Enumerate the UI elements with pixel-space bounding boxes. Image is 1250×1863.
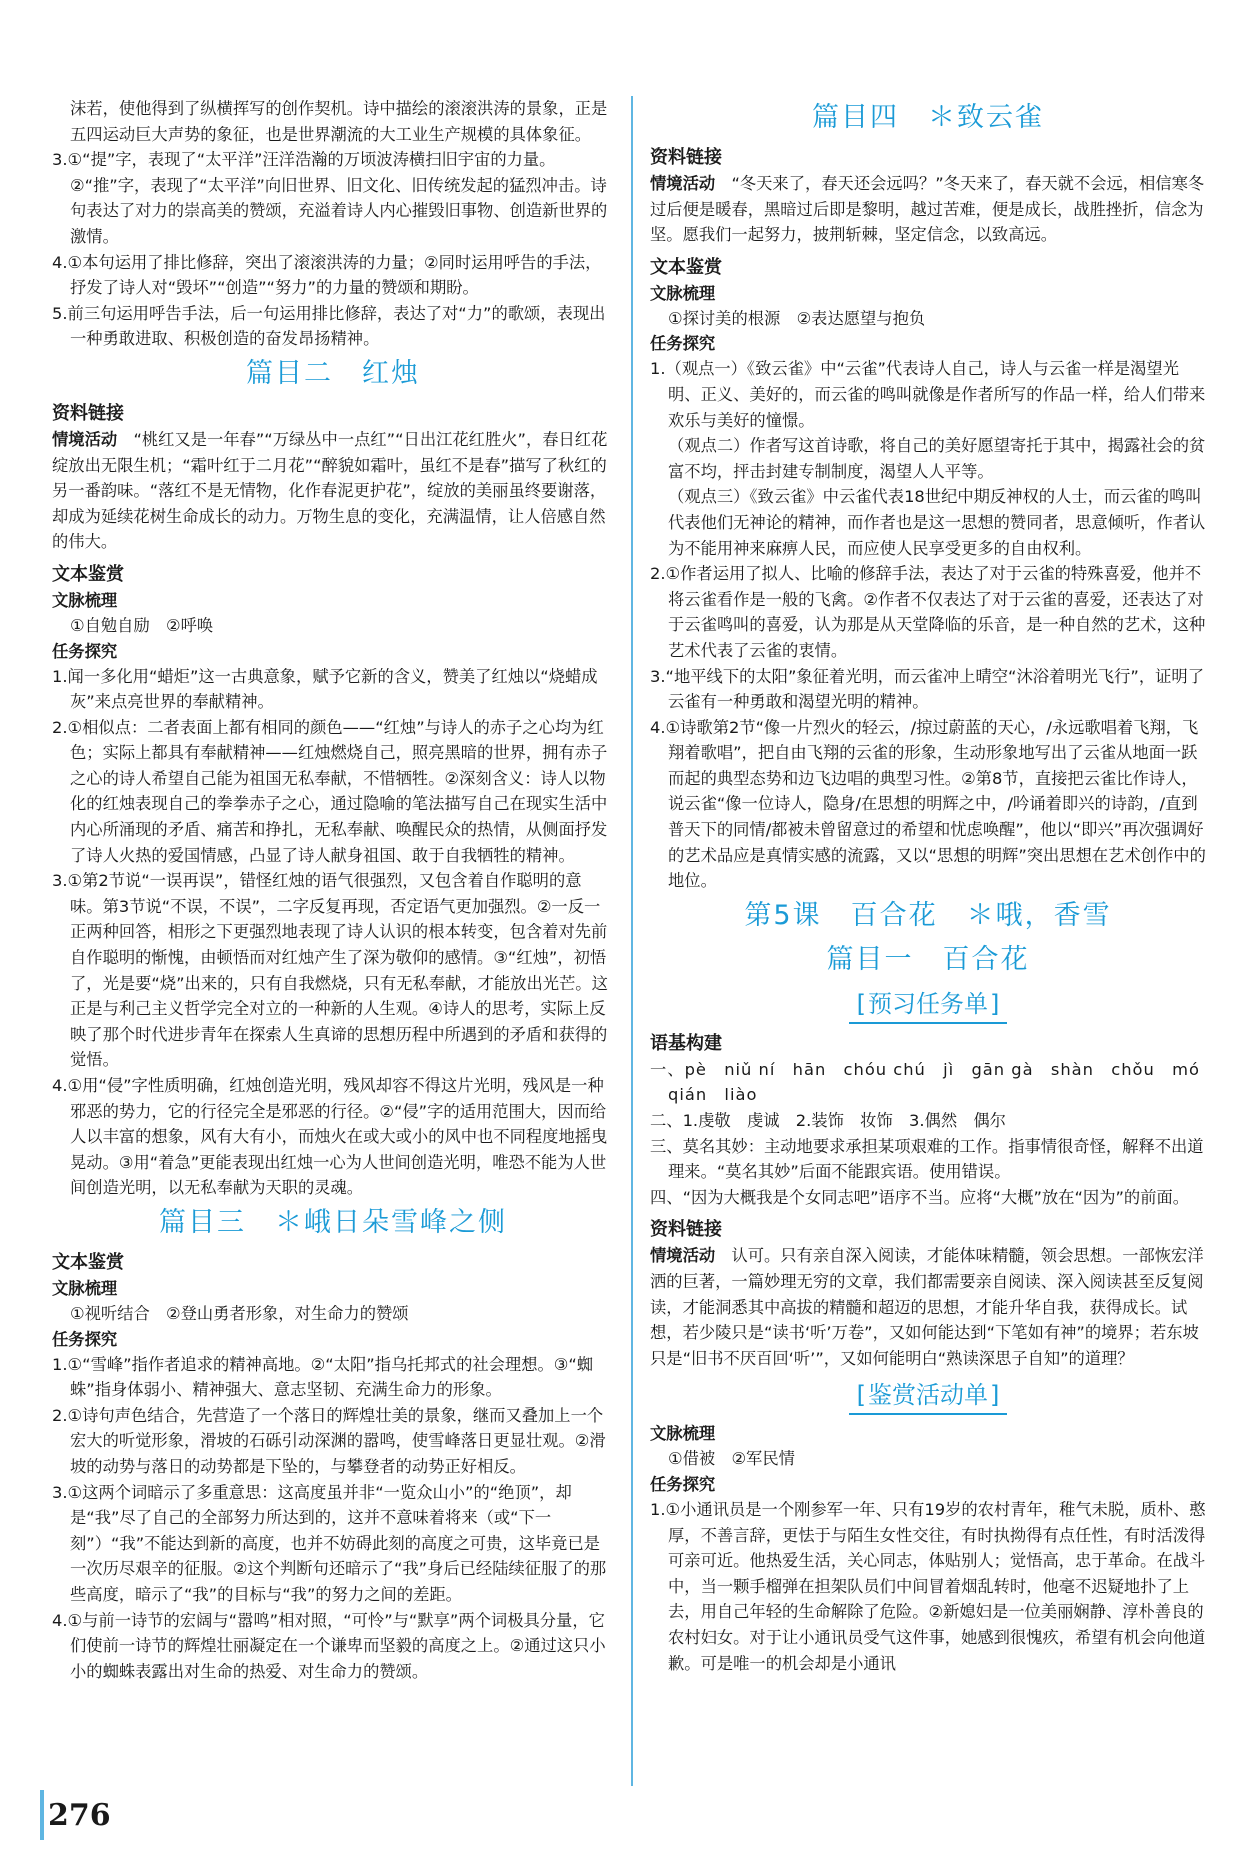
sub-heading: 文脉梳理 [52, 590, 118, 610]
item: 4.①诗歌第2节“像一片烈火的轻云，/掠过蔚蓝的天心，/永远歌唱着飞翔，飞翔着歌唱”，把自由飞翔的云雀的形象，生动形象地写出了云雀从地面一跃而起的典型态势和边飞边唱的典型习性。②第8节，直接把云雀比作诗人，说云雀“像一位诗人，隐身/在思想的明辉之中，/吟诵着即兴的诗韵，/直到普天下的同情/都被未曾留意过的希望和忧虑唤醒”，他以“即兴”再次强调好的艺术品应是真情实感的流露，又以“思想的明辉”突出思想在艺术创作中的地位。 [650, 717, 1206, 891]
item: 4.①与前一诗节的宏阔与“嚣鸣”相对照，“可怜”与“默享”两个词极具分量，它们使前一诗节的辉煌壮丽凝定在一个谦卑而坚毅的高度之上。②通过这只小小的蜘蛛表露出对生命的热爱、对生命力的赞颂。 [52, 1610, 606, 1681]
scene-text: “冬天来了，春天还会远吗？”冬天来了，春天就不会远，相信寒冬过后便是暖春，黑暗过后即是黎明，越过苦难，便是成长，战胜挫折，信念为坚。愿我们一起努力，披荆斩棘，坚定信念，以致高远。 [650, 174, 1205, 245]
item: 2.①相似点：二者表面上都有相同的颜色——“红烛”与诗人的赤子之心均为红色；实际上都具有奉献精神——红烛燃烧自己，照亮黑暗的世界，拥有赤子之心的诗人希望自己能为祖国无私奉献，不惜牺牲。②深刻含义：诗人以物化的红烛表现自己的拳拳赤子之心，通过隐喻的笔法描写自己在现实生活中内心所涌现的矛盾、痛苦和挣扎，无私奉献、唤醒民众的热情，从侧面抒发了诗人火热的爱国情感，凸显了诗人献身祖国、敢于自我牺牲的精神。 [52, 717, 608, 865]
scene-label: 情境活动 [650, 174, 716, 193]
scene-text: “桃红又是一年春”“万绿丛中一点红”“日出江花红胜火”，春日红花绽放出无限生机；“霜叶红于二月花”“醉貌如霜叶，虽红不是春”描写了秋红的另一番韵味。“落红不是无情物，化作春泥更护花”，绽放的美丽虽终要谢落，却成为延续花树生命成长的动力。万物生息的变化，充满温情，让人倍感自然的伟大。 [52, 429, 608, 552]
section-heading: 文本鉴赏 [52, 1251, 124, 1273]
sub-heading: 任务探究 [650, 334, 716, 354]
intro-paragraph: 沫若，使他得到了纵横挥写的创作契机。诗中描绘的滚滚洪涛的景象，正是五四运动巨大声势的象征，也是世界潮流的大工业生产规模的具体象征。 [70, 99, 608, 144]
item: 三、莫名其妙：主动地要求承担某项艰难的工作。指事情很奇怪，解释不出道理来。“莫名其妙”后面不能跟宾语。使用错误。 [650, 1136, 1204, 1182]
item: 3.①第2节说“一误再误”，错怪红烛的语气很强烈，又包含着自作聪明的意味。第3节说“不误，不误”，二字反复再现，否定语气更加强烈。②一反一正两种回答，相形之下更强烈地表现了诗人认识的根本转变，包含着对先前自作聪明的惭愧，由顿悟而对红烛产生了深为敬仰的感情。③“红烛”，初悟了，光是要“烧”出来的，只有自我燃烧，只有无私奉献，才能放出光芒。这正是与利己主义哲学完全对立的一种新的人生观。④诗人的思考，实际上反映了那个时代进步青年在探索人生真谛的思想历程中所遇到的矛盾和获得的觉悟。 [52, 871, 608, 1070]
sub-heading: 文脉梳理 [52, 1278, 118, 1298]
sub-heading: 文脉梳理 [650, 1424, 716, 1444]
outline-answer: ①视听结合 ②登山勇者形象，对生命力的赞颂 [70, 1303, 409, 1323]
item: 4.①本句运用了排比修辞，突出了滚滚洪涛的力量；②同时运用呼告的手法，抒发了诗人对“毁坏”“创造”“努力”的力量的赞颂和期盼。 [52, 252, 602, 298]
item: 1.①小通讯员是一个刚参军一年、只有19岁的农村青年，稚气未脱，质朴、憨厚，不善言辞，更怯于与陌生女性交往，有时执拗得有点任性，有时活泼得可亲可近。他热爱生活，关心同志，体贴别人；觉悟高，忠于革命。在战斗中，当一颗手榴弹在担架队员们中间冒着烟乱转时，他毫不迟疑地扑了上去，用自己年轻的生命解除了危险。②新媳妇是一位美丽娴静、淳朴善良的农村妇女。对于让小通讯员受气这件事，她感到很愧疚，希望有机会向他道歉。可是唯一的机会却是小通讯 [650, 1499, 1206, 1673]
outline-answer: ①自勉自励 ②呼唤 [70, 615, 214, 635]
item: 3.①“提”字，表现了“太平洋”汪洋浩瀚的万顷波涛横扫旧宇宙的力量。②“推”字，表现了“太平洋”向旧世界、旧文化、旧传统发起的猛烈冲击。诗句表达了对力的崇高美的赞颂，充溢着诗人内心摧毁旧事物、创造新世界的激情。 [52, 150, 608, 246]
sub-heading: 任务探究 [52, 641, 118, 661]
scene-text: 认可。只有亲自深入阅读，才能体味精髓，领会思想。一部恢宏洋洒的巨著，一篇妙理无穷的文章，我们都需要亲自阅读、深入阅读甚至反复阅读，才能洞悉其中高拔的精髓和超迈的思想，才能升华自我，获得成长。试想，若少陵只是“读书‘听’万卷”，又如何能达到“下笔如有神”的境界；若东坡只是“旧书不厌百回‘听’”，又如何能明白“熟读深思子自知”的道理？ [650, 1246, 1204, 1368]
section-title: 篇目四 ＊致云雀 [812, 102, 1044, 133]
pinyin-answers: 一、pè niǔ ní hān chóu chú jì gān gà shàn chǒu mó qián liào [650, 1059, 1218, 1105]
section-heading: 资料链接 [52, 402, 124, 424]
column-divider [631, 96, 633, 1786]
section-title: 篇目二 红烛 [246, 357, 420, 389]
sub-heading: 任务探究 [650, 1474, 716, 1494]
right-column [650, 96, 1218, 1676]
scene-paragraph [650, 171, 1206, 248]
scene-paragraph [52, 427, 614, 555]
item: 二、1.虔敬 虔诚 2.装饰 妆饰 3.偶然 偶尔 [650, 1111, 1006, 1131]
page-number-bar [40, 1790, 44, 1840]
scene-paragraph [650, 1243, 1206, 1371]
item: 3.①这两个词暗示了多重意思：这高度虽并非“一览众山小”的“绝顶”，却是“我”尽了自己的全部努力所达到的，这并不意味着将来（或“下一刻”）“我”不能达到新的高度，也并不妨碍此刻的高度之可贵，这毕竟已是一次历尽艰辛的征服。②这个判断句还暗示了“我”身后已经陆续征服了的那些高度，暗示了“我”的目标与“我”的努力之间的差距。 [52, 1482, 607, 1604]
lesson-title: 第5课 百合花 ＊哦，香雪 [744, 899, 1112, 931]
outline-answer: ①借被 ②军民情 [668, 1449, 795, 1469]
item: 3.“地平线下的太阳”象征着光明，而云雀冲上晴空“沐浴着明光飞行”，证明了云雀有一种勇敢和渴望光明的精神。 [650, 666, 1204, 712]
item: 2.①作者运用了拟人、比喻的修辞手法，表达了对于云雀的特殊喜爱，他并不将云雀看作是一般的飞禽。②作者不仅表达了对于云雀的喜爱，还表达了对于云雀鸣叫的喜爱，认为那是从天堂降临的乐音，是一种自然的艺术，这种艺术代表了云雀的衷情。 [650, 564, 1206, 660]
item: 5.前三句运用呼告手法，后一句运用排比修辞，表达了对“力”的歌颂，表现出一种勇敢进取、积极创造的奋发昂扬精神。 [52, 303, 606, 349]
section-heading: 语基构建 [650, 1032, 722, 1054]
sub-heading: 任务探究 [52, 1329, 118, 1349]
task-banner-label: [ 鉴赏活动单 ] [849, 1377, 1008, 1415]
section-title: 篇目三 ＊峨日朵雪峰之侧 [159, 1206, 507, 1238]
scene-label: 情境活动 [650, 1246, 716, 1266]
item: 2.①诗句声色结合，先营造了一个落日的辉煌壮美的景象，继而又叠加上一个宏大的听觉形象，滑坡的石砾引动深渊的嚣鸣，使雪峰落日更显壮观。②滑坡的动势与落日的动势都是下坠的，与攀登者的动势正好相反。 [52, 1405, 606, 1476]
sub-heading: 文脉梳理 [650, 283, 716, 303]
item: 4.①用“侵”字性质明确，红烛创造光明，残风却容不得这片光明，残风是一种邪恶的势力，它的行径完全是邪恶的行径。②“侵”字的适用范围大，因而给人以丰富的想象，风有大有小，而烛火在或大或小的风中也不同程度地摇曳晃动。③用“着急”更能表现出红烛一心为人世间创造光明，唯恐不能为人世间创造光明，以无私奉献为天职的灵魂。 [52, 1076, 608, 1198]
task-banner [650, 1377, 1206, 1415]
page-number: 276 [48, 1798, 111, 1833]
section-heading: 文本鉴赏 [52, 563, 124, 585]
outline-answer: ①探讨美的根源 ②表达愿望与抱负 [668, 308, 926, 328]
section-title: 篇目一 百合花 [826, 943, 1030, 975]
section-heading: 资料链接 [650, 1219, 722, 1241]
scene-label: 情境活动 [52, 429, 118, 449]
task-banner-label: [ 预习任务单 ] [849, 986, 1008, 1024]
item: 四、“因为大概我是个女同志吧”语序不当。应将“大概”放在“因为”的前面。 [650, 1187, 1190, 1207]
item: 1.①“雪峰”指作者追求的精神高地。②“太阳”指乌托邦式的社会理想。③“蜘蛛”指身体弱小、精神强大、意志坚韧、充满生命力的形象。 [52, 1354, 594, 1400]
item: （观点二）作者写这首诗歌，将自己的美好愿望寄托于其中，揭露社会的贫富不均，抨击封建专制制度，渴望人人平等。 [668, 436, 1206, 481]
left-column [52, 96, 614, 1684]
item: 1.闻一多化用“蜡炬”这一古典意象，赋予它新的含义，赞美了红烛以“烧蜡成灰”来点亮世界的奉献精神。 [52, 666, 598, 712]
item: （观点三）《致云雀》中云雀代表18世纪中期反神权的人士，而云雀的鸣叫代表他们无神论的精神，而作者也是这一思想的赞同者，思意倾听，作者认为不能用神来麻痹人民，而应使人民享受更多的自由权利。 [668, 487, 1206, 558]
section-heading: 文本鉴赏 [650, 256, 722, 278]
section-heading: 资料链接 [650, 147, 722, 168]
item: 1.（观点一）《致云雀》中“云雀”代表诗人自己，诗人与云雀一样是渴望光明、正义、美好的，而云雀的鸣叫就像是作者所写的作品一样，给人们带来欢乐与美好的憧憬。 [650, 359, 1206, 430]
task-banner [650, 986, 1206, 1024]
